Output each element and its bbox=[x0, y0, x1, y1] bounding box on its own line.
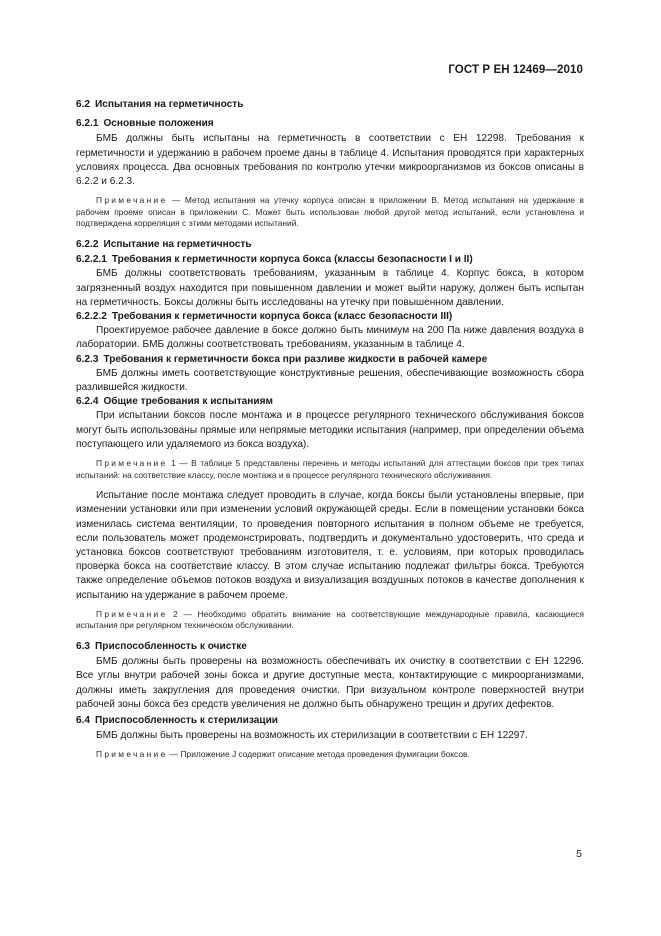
paragraph-6-2-4-b: Испытание после монтажа следует проводить в случае, когда боксы были установлены впервые, при изменении установки или при изменении условий окружающей среды. Если в помещении установки бокса изменилась система вентиляции, то проведения повторного испытания в полном объеме не требуется, если пользователь может продемонстрировать, подтвердить и документально удостоверить, что среда и установка боксов соответствуют требованиям изготовителя, т. е. условиям, при которых проводилась проверка бокса на соответствие классу. В этом случае испытанию подлежат фильтры бокса. Требуются также определение объемов потоков воздуха и визуализация воздушных потоков в качестве дополнения к испытанию на удержание в рабочем проеме. bbox=[76, 490, 584, 601]
note-6-2-4-2 bbox=[76, 609, 584, 632]
heading-6-2-2-2 bbox=[76, 310, 584, 324]
paragraph-6-3: БМБ должны быть проверены на возможность обеспечивать их очистку в соответствии с ЕН 12296. Все углы внутри рабочей зоны бокса и другие доступные места, контактирующие с микроорганизмами, должны иметь закругления для проведения очистки. При визуальном контроле поверхностей внутри рабочей зоны бокса без средств увеличения не должно быть обнаружено трещин и других дефектов. bbox=[76, 656, 584, 710]
note-text: 2 — Необходимо обратить внимание на соответствующие международные правила, касающиеся испытания при регулярном техническом обслуживании. bbox=[76, 608, 584, 631]
heading-6-2-1 bbox=[76, 117, 584, 131]
paragraph-6-4: БМБ должны быть проверены на возможность их стерилизации в соответствии с ЕН 12297. bbox=[96, 730, 528, 742]
heading-number: 6.2.2 bbox=[76, 239, 99, 250]
heading-title: Требования к герметичности корпуса бокса (класс безопасности III) bbox=[111, 311, 453, 323]
heading-title: Приспособленность к стерилизации bbox=[95, 715, 278, 727]
heading-number: 6.2.1 bbox=[76, 118, 99, 130]
heading-number: 6.4 bbox=[76, 715, 91, 727]
heading-title: Требования к герметичности бокса при разливе жидкости в рабочей камере bbox=[103, 353, 488, 365]
paragraph-6-2-1: БМБ должны быть испытаны на герметичность в соответствии с ЕН 12298. Требования к герметичности и удержанию в рабочем проеме даны в таблице 4. Испытания проводятся при характерных условиях процесса. Два основных требования по контролю утечки микроорганизмов из боксов описаны в 6.2.2 и 6.2.3. bbox=[76, 133, 584, 188]
heading-number: 6.2.3 bbox=[76, 353, 99, 365]
heading-number: 6.2.2.2 bbox=[76, 311, 107, 323]
note-label: Примечание bbox=[96, 608, 168, 619]
page-number: 5 bbox=[576, 848, 582, 860]
note-6-2-4-1 bbox=[76, 458, 584, 481]
paragraph-6-2-2-1: БМБ должны соответствовать требованиям, указанным в таблице 4. Корпус бокса, в котором загрязненный воздух находится при повышенном давлении и может выйти наружу, должен быть испытан на герметичность. Боксы должны быть исследованы на утечку при повышенном давлении. bbox=[76, 268, 584, 308]
paragraph-6-2-4-a: При испытании боксов после монтажа и в процессе регулярного технического обслуживания боксов могут быть использованы прямые или непрямые методики испытания (например, при определении объема поступающего или удаляемого из бокса воздуха). bbox=[76, 410, 584, 450]
heading-6-3 bbox=[76, 640, 584, 654]
heading-6-2-3 bbox=[76, 353, 584, 367]
heading-number: 6.2 bbox=[76, 99, 91, 110]
heading-number: 6.3 bbox=[76, 641, 91, 653]
heading-title: Требования к герметичности корпуса бокса (классы безопасности I и II) bbox=[111, 254, 473, 266]
heading-title: Основные положения bbox=[103, 118, 214, 130]
document-header-standard-id: ГОСТ Р ЕН 12469—2010 bbox=[448, 64, 583, 76]
note-text: 1 — В таблице 5 представлены перечень и методы испытаний для аттестации боксов при трех типах испытаний: на соответствие классу, после монтажа и в процессе регулярного технического обслуживания. bbox=[76, 458, 584, 480]
heading-6-4 bbox=[76, 714, 584, 728]
page-content bbox=[76, 92, 584, 769]
heading-6-2-2 bbox=[76, 238, 584, 252]
heading-6-2 bbox=[76, 98, 584, 112]
paragraph-6-2-3: БМБ должны иметь соответствующие конструктивные решения, обеспечивающие возможность сбора разлившейся жидкости. bbox=[76, 367, 584, 394]
paragraph-6-2-2-2: Проектируемое рабочее давление в боксе должно быть минимум на 200 Па ниже давления воздуха в лаборатории. БМБ должны соответствовать требованиям, указанным в таблице 4. bbox=[76, 325, 584, 351]
heading-title: Приспособленность к очистке bbox=[95, 641, 247, 653]
note-label: Примечание bbox=[96, 458, 168, 469]
note-label: Примечание bbox=[96, 749, 168, 760]
heading-title: Испытания на герметичность bbox=[95, 99, 244, 110]
note-6-2-1 bbox=[76, 195, 584, 230]
note-6-4 bbox=[76, 749, 584, 761]
heading-number: 6.2.4 bbox=[76, 396, 99, 408]
heading-title: Испытание на герметичность bbox=[103, 239, 252, 250]
heading-6-2-4 bbox=[76, 395, 584, 409]
heading-number: 6.2.2.1 bbox=[76, 254, 107, 266]
note-text: — Приложение J содержит описание метода проведения фумигации боксов. bbox=[167, 749, 470, 760]
note-label: Примечание bbox=[96, 195, 168, 206]
note-text: — Метод испытания на утечку корпуса описан в приложении В. Метод испытания на удержание в рабочем проеме описан в приложении С. Может быть использован любой другой метод испытаний, если установлена и подтверждена корреляция с этими методами испытаний. bbox=[76, 195, 584, 229]
heading-6-2-2-1 bbox=[76, 253, 584, 267]
heading-title: Общие требования к испытаниям bbox=[103, 396, 273, 408]
